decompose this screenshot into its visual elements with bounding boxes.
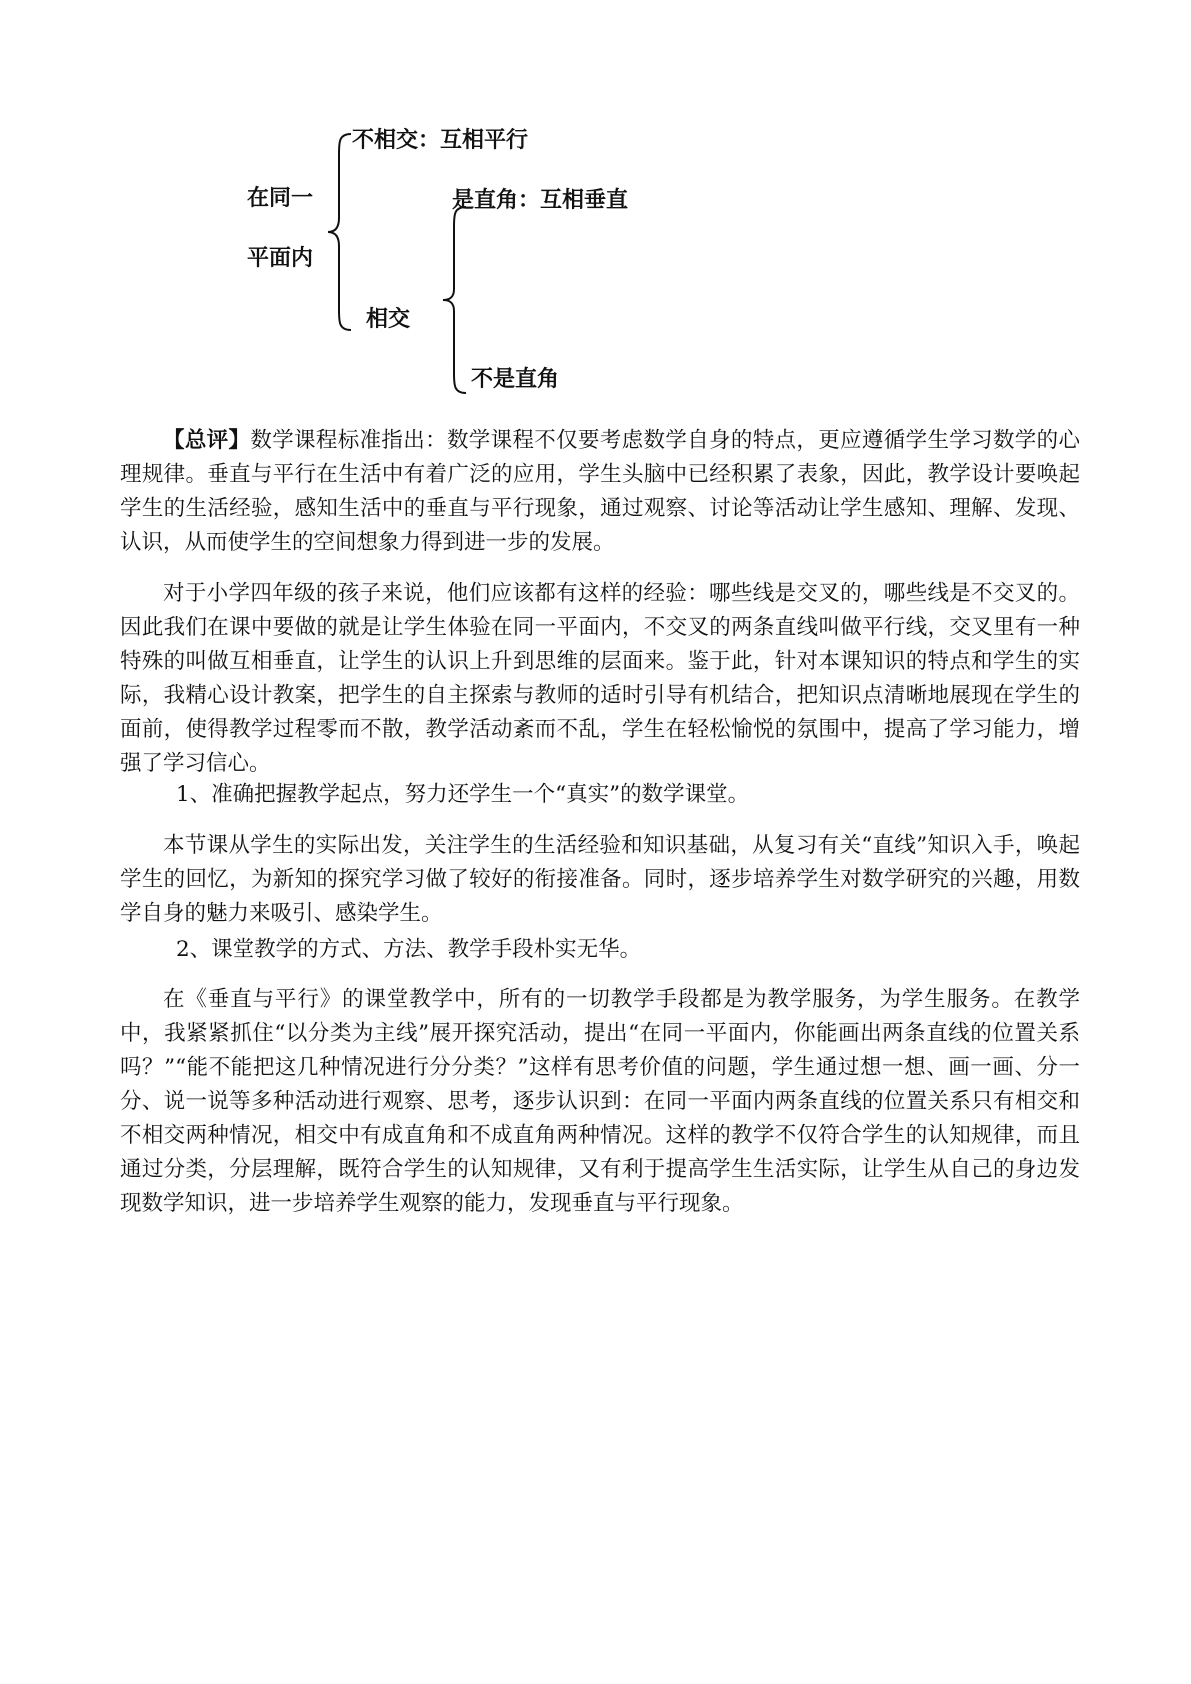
diagram-root-label-line2: 平面内 (247, 246, 314, 271)
diagram-branch-not-intersect: 不相交：互相平行 (352, 128, 529, 153)
diagram-sub-right-angle: 是直角：互相垂直 (452, 188, 629, 213)
diagram-sub-not-right-angle: 不是直角 (471, 367, 560, 392)
summary-paragraph (120, 424, 1080, 560)
right-brace-icon (440, 205, 470, 395)
section-heading-2: 2、课堂教学的方式、方法、教学手段朴实无华。 (176, 937, 642, 962)
diagram-root-label-line1: 在同一 (247, 186, 314, 211)
body-paragraph-3: 在《垂直与平行》的课堂教学中，所有的一切教学手段都是为教学服务，为学生服务。在教学中，我紧紧抓住“以分类为主线”展开探究活动，提出“在同一平面内，你能画出两条直线的位置关系吗？”“能不能把这几种情况进行分分类？”这样有思考价值的问题，学生通过想一想、画一画、分一分、说一说等多种活动进行观察、思考，逐步认识到：在同一平面内两条直线的位置关系只有相交和不相交两种情况，相交中有成直角和不成直角两种情况。这样的教学不仅符合学生的认知规律，而且通过分类，分层理解，既符合学生的认知规律，又有利于提高学生生活实际，让学生从自己的身边发现数学知识，进一步培养学生观察的能力，发现垂直与平行现象。 (120, 987, 1080, 1216)
summary-title: 【总评】 (163, 428, 251, 453)
diagram-branch-intersect: 相交 (366, 307, 411, 332)
body-paragraph-1: 对于小学四年级的孩子来说，他们应该都有这样的经验：哪些线是交叉的，哪些线是不交叉的。因此我们在课中要做的就是让学生体验在同一平面内，不交叉的两条直线叫做平行线，交叉里有一种特殊的叫做互相垂直，让学生的认识上升到思维的层面来。鉴于此，针对本课知识的特点和学生的实际，我精心设计教案，把学生的自主探索与教师的适时引导有机结合，把知识点清晰地展现在学生的面前，使得教学过程零而不散，教学活动紊而不乱，学生在轻松愉悦的氛围中，提高了学习能力，增强了学习信心。 (120, 581, 1080, 776)
body-paragraph-2: 本节课从学生的实际出发，关注学生的生活经验和知识基础，从复习有关“直线”知识入手，唤起学生的回忆，为新知的探究学习做了较好的衔接准备。同时，逐步培养学生对数学研究的兴趣，用数学自身的魅力来吸引、感染学生。 (120, 833, 1080, 926)
summary-text: 数学课程标准指出：数学课程不仅要考虑数学自身的特点，更应遵循学生学习数学的心理规律。垂直与平行在生活中有着广泛的应用，学生头脑中已经积累了表象，因此，教学设计要唤起学生的生活经验，感知生活中的垂直与平行现象，通过观察、讨论等活动让学生感知、理解、发现、认识，从而使学生的空间想象力得到进一步的发展。 (120, 428, 1080, 555)
left-brace-icon (325, 132, 355, 332)
section-heading-1: 1、准确把握教学起点，努力还学生一个“真实”的数学课堂。 (176, 782, 750, 807)
